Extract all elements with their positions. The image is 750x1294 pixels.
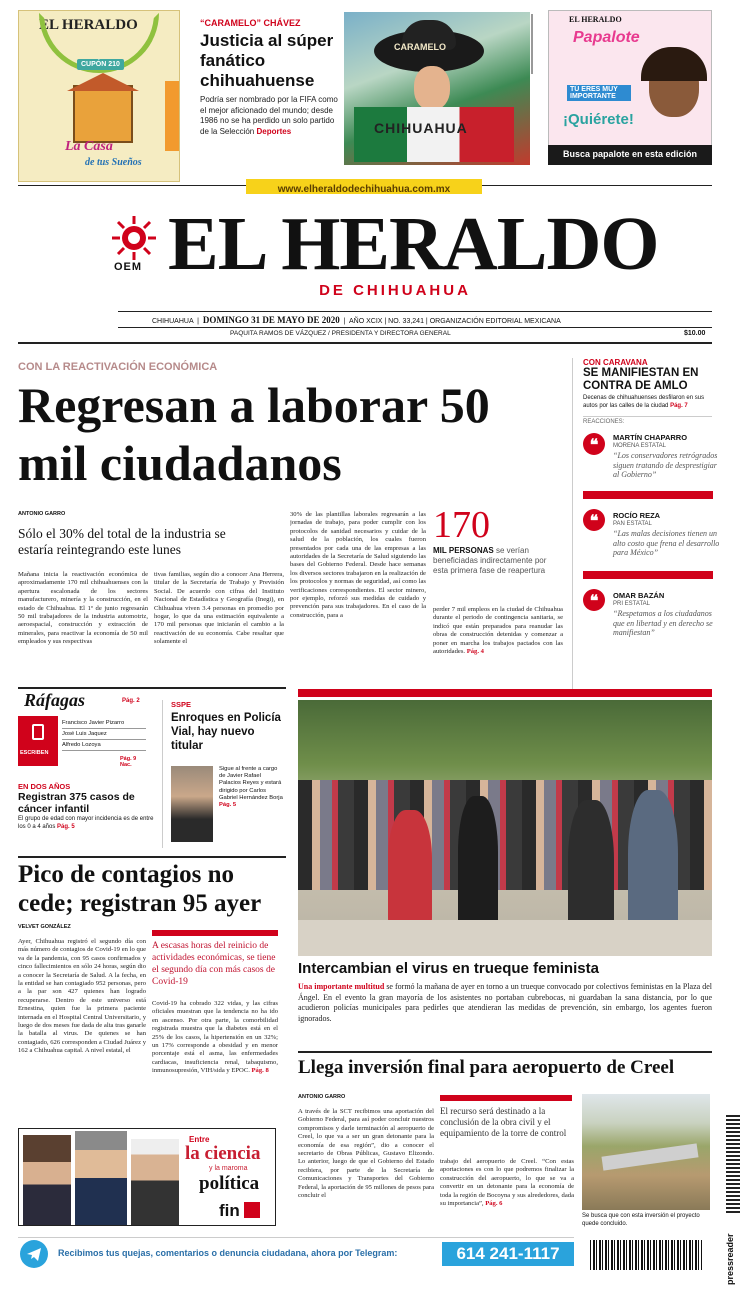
top-promo-strip — [0, 0, 750, 180]
reaction-quote: “Respetamos a los ciudadanos que en libertad y en derecho se manifiestan” — [613, 609, 713, 637]
cancer-headline: Registran 375 casos de cáncer infantil — [18, 791, 135, 815]
coupon-promo[interactable] — [18, 10, 180, 182]
main-col-3: 30% de las plantillas laborales regresarán a las jornadas de trabajo, para poder cumplir con los protocolos de sanidad necesarios y cuidar de la salud de la población, los cuales fueron presentados por cada una de las empresas a las autoridades de la Secretaría de Salud siguiendo las bases del Gobierno Federal. Desde hace semanas los diversos sectores trabajaron en la realización de los protocolos y normas de seguridad, así como las verificaciones correspondientes. El sector minero, por ejemplo, reforzó sus medidas de cuidado y prevención para sus trabajadores. En el caso de la construcción, para a — [290, 511, 426, 619]
column-ad[interactable] — [18, 1128, 276, 1226]
creel-quote-wrap — [440, 1106, 574, 1139]
reaction-name: MARTÍN CHAPARRO — [613, 433, 688, 442]
creel-ref: Pág. 6 — [485, 1200, 503, 1208]
masthead-rule-2 — [118, 327, 712, 328]
quote-icon: ❝ — [583, 589, 605, 611]
papalote-caption: Busca papalote en esta edición — [548, 145, 712, 165]
rafagas-ref-2: Pág. 9 Nac. — [120, 756, 137, 768]
dress-figure — [388, 810, 432, 930]
reaction-card — [583, 583, 712, 653]
ssp-text-wrap — [219, 766, 283, 809]
dateline: CHIHUAHUA | DOMINGO 31 DE MAYO DE 2020 | AÑO XCIX | NO. 33,241 | ORGANIZACIÓN EDITORIAL MEXICANA — [152, 315, 561, 325]
main-kicker: CON LA REACTIVACIÓN ECONÓMICA — [18, 361, 218, 373]
reaction-quote: “Las malas decisiones tienen un alto costo que frena el desarrollo para México” — [613, 529, 720, 557]
person-photo — [131, 1139, 179, 1225]
cancer-text-wrap — [18, 816, 158, 831]
quote-bar — [152, 930, 278, 936]
ad-line-4: política — [199, 1173, 260, 1194]
reaction-party: PAN ESTATAL — [613, 521, 652, 527]
section-rule — [298, 1051, 712, 1053]
side-barcode-strip — [726, 1115, 740, 1215]
papalote-promo[interactable] — [548, 10, 712, 165]
main-col-4: perder 7 mil empleos en la ciudad de Chihuahua durante el periodo de contingencia sanitaria, se indicó que están preparados para reanudar las obras de construcción detenidas y comenzar a poner en marcha los trabajos pactados con las autoridades. — [433, 606, 563, 656]
dateline-city: CHIHUAHUA — [152, 318, 194, 325]
ad-brand — [219, 1201, 260, 1221]
amlo-text-wrap — [583, 395, 712, 410]
quote-icon: ❝ — [583, 509, 605, 531]
covid-quote: A escasas horas del reinicio de actividades económicas, se tiene el segundo día con más casos de Covid-19 — [152, 941, 276, 987]
house-roof — [67, 73, 139, 91]
stat-label: MIL PERSONAS — [433, 546, 494, 555]
reaction-name: ROCÍO REZA — [613, 511, 661, 520]
papalote-title: Papalote — [573, 29, 640, 46]
reaction-divider — [583, 571, 713, 579]
reaction-divider — [583, 491, 713, 499]
telegram-phone[interactable]: 614 241-1117 — [442, 1242, 574, 1266]
reaction-name: OMAR BAZÁN — [613, 591, 665, 600]
papalote-band: TÚ ERES MUY IMPORTANTE — [567, 85, 631, 101]
figure — [458, 796, 498, 936]
ad-brand-text: fin — [219, 1201, 240, 1220]
book-title-1: La Casa — [65, 139, 113, 154]
person-photo — [75, 1131, 127, 1225]
main-col-4-wrap — [433, 606, 563, 680]
creel-col-1: A través de la SCT recibimos una aportación del Gobierno Federal, para así poder concluir nuestros compromisos y darle terminación al aeropuerto de Creel, lo que va a ser un gran detonante para la economía de esa región”, dio a conocer el secretario de Obras Públicas, Gustavo Elizondo. Lo anterior, luego de que el Gobierno del Estado recibiera, por parte de la Secretaría de Comunicaciones y Transportes del Gobierno Federal, la aportación de 95 millones de pesos para concluir el — [298, 1108, 434, 1200]
main-col-4-ref: Pág. 4 — [466, 648, 484, 656]
telegram-text: Recibimos tus quejas, comentarios o denuncia ciudadana, ahora por Telegram: — [58, 1248, 398, 1258]
coupon-badge: CUPÓN 210 — [77, 59, 124, 70]
rafagas-names — [62, 718, 146, 751]
dateline-date: DOMINGO 31 DE MAYO DE 2020 — [202, 315, 340, 325]
ssp-headline: Enroques en Policía Vial, hay nuevo titular — [171, 712, 281, 752]
fan-photo — [344, 12, 530, 165]
main-col-2: tivas familias, según dio a conocer Ana Herrera, titular de la Secretaría de Trabajo y Previsión Social. De acuerdo con cifras del Instituto Nacional de Estadística y Geografía (Inegi), en Chihuahua viven 3.4 personas en promedio por hogar, lo que da una estimación equivalente a 170 mil personas que iniciarán el cambio a la reactivación de su economía. Cabe resaltar que solamente el — [154, 571, 284, 646]
reactions-label: REACCIONES: — [583, 416, 712, 425]
fan-face — [414, 66, 450, 110]
dateline-number: NO. 33,241 — [388, 318, 424, 325]
sun-icon — [110, 214, 158, 262]
dateline-org: ORGANIZACIÓN EDITORIAL MEXICANA — [429, 318, 561, 325]
covid-col-1: Ayer, Chihuahua registró el segundo día con más número de contagios de Covid-19 en lo que va de la pandemia, con 95 casos confirmados y cinco fallecimientos en sólo 24 horas, según dio a conocer la Secretaría de Salud. A la fecha, en la entidad se han contagiado 952 personas, pero a la par son 427 quienes han logrado recuperarse. Dentro de este universo está Ernestina, quien fue la primera paciente internada en el Hospital Central Universitario, y luego de dos meses fue dada de alta tras ganarle la batalla al virus. De quienes se han contagiado, 626 corresponden a Ciudad Juárez y 162 a Chihuahua capital. A nivel estatal, el — [18, 938, 146, 1055]
sombrero-text: CARAMELO — [394, 42, 446, 52]
oem-label: OEM — [114, 261, 143, 273]
amlo-ref: Pág. 7 — [670, 402, 688, 409]
cancer-text: El grupo de edad con mayor incidencia es de entre los 0 a 4 años — [18, 816, 154, 830]
girl-hair — [641, 47, 707, 81]
quote-icon: ❝ — [583, 433, 605, 455]
rafagas-title: Ráfagas — [24, 690, 86, 710]
rafagas-box[interactable] — [18, 690, 148, 772]
oem-logo[interactable] — [110, 214, 158, 274]
ssp-text: Sigue al frente a cargo de Javier Rafael Palacios Reyes y estará dirigido por Carlos Gabriel Hernández Borja — [219, 766, 283, 801]
teaser-kicker: “CARAMELO” CHÁVEZ — [200, 18, 301, 28]
papalote-logo: EL HERALDO — [569, 15, 622, 24]
teaser-section: Deportes — [256, 126, 292, 136]
teaser-body: Podría ser nombrado por la FIFA como el mejor aficionado del mundo; desde 1986 no se ha perdido un solo partido de la Selección — [200, 95, 338, 136]
website-bar[interactable] — [246, 179, 482, 194]
ssp-story[interactable] — [162, 700, 284, 848]
section-rule — [18, 856, 286, 858]
feminist-headline[interactable]: Intercambian el virus en trueque feminista — [298, 960, 599, 977]
rafagas-logo-text: ESCRIBEN — [20, 750, 49, 756]
main-col-1: Mañana inicia la reactivación económica de aproximadamente 170 mil chihuahuenses con la apertura escalonada de los sectores manufacturero, minería y la construcción, en el estado de Chihuahua. El 1º de junio regresarán 50 mil trabajadores de la industria automotriz, aeroespacial, construcción y extracción de minerales, para reactivar la economía de 50 mil empleados y sus respectivas — [18, 571, 148, 646]
teaser-headline: Justicia al súper fanático chihuahuense — [200, 31, 334, 90]
book-title-2: de tus Sueños — [85, 157, 142, 168]
airport-photo[interactable] — [582, 1094, 710, 1210]
rafagas-ref: Pág. 2 — [122, 698, 140, 704]
covid-headline[interactable]: Pico de contagios no cede; registran 95 ayer — [18, 861, 262, 917]
ad-line-3: y la maroma — [209, 1165, 248, 1172]
creel-col-2-wrap — [440, 1158, 574, 1234]
ground — [298, 920, 712, 956]
masthead-rule-3 — [18, 342, 712, 344]
writer-name: José Luis Jaquez — [62, 729, 146, 740]
creel-quote: El recurso será destinado a la conclusión de la obra civil y el equipamiento de la torre de control — [440, 1106, 567, 1138]
ssp-ref: Pág. 5 — [219, 802, 237, 809]
creel-col-2: trabajo del aeropuerto de Creel. “Con estas aportaciones es con lo que podremos finalizar la construcción del aeropuerto, lo que se va a convertir en un detonante para la economía de toda la región de Bocoyna y sus alrededores, dada su importancia”, — [440, 1158, 574, 1208]
covid-col-2: Covid-19 ha cobrado 322 vidas, y las cifras oficiales muestran que la tendencia no ha ido en ascenso. Por otra parte, la comorbilidad registrada muestra que la diabetes está en el 25% de los casos, la hipertensión en un 32%; un 17% corresponde a obesidad y en menor porcentaje está el asma, las enfermedades cardiacas, insuficiencia renal, tabaquismo, inmunosupresión, VIH/sida y EPOC. — [152, 1000, 278, 1075]
telegram-bar[interactable] — [18, 1237, 574, 1269]
stat-wrap — [433, 546, 559, 576]
ad-line-2: la ciencia — [185, 1143, 261, 1164]
section-rule — [18, 687, 286, 689]
reaction-party: PRI ESTATAL — [613, 601, 651, 607]
price: $10.00 — [684, 330, 706, 337]
rafagas-logo — [18, 716, 58, 766]
amlo-sidebar[interactable] — [572, 358, 720, 690]
cancer-story[interactable] — [18, 782, 158, 831]
reaction-party: MORENA ESTATAL — [613, 443, 667, 449]
barcode — [590, 1240, 702, 1270]
amlo-headline: SE MANIFIESTAN EN CONTRA DE AMLO — [583, 367, 699, 392]
amlo-kicker: CON CARAVANA — [583, 358, 648, 367]
side-tab — [165, 81, 179, 151]
reaction-quote: “Los conservadores retrógrados siguen tratando de desprestigiar al Gobierno” — [613, 451, 718, 479]
director-line: PAQUITA RAMOS DE VÁZQUEZ / PRESIDENTA Y DIRECTORA GENERAL — [230, 330, 451, 337]
paper-plane-icon — [20, 1240, 48, 1268]
ssp-kicker: SSPE — [171, 700, 192, 709]
papalote-slogan: ¡Quiérete! — [563, 111, 634, 128]
stat-text: se verían beneficiadas indirectamente por esta primera fase de reapertura — [433, 546, 547, 575]
runway — [601, 1143, 698, 1170]
person-photo — [23, 1135, 71, 1225]
covid-byline: VELVET GONZÁLEZ — [18, 924, 71, 930]
main-byline: ANTONIO GARRO — [18, 511, 66, 517]
pen-icon — [32, 724, 44, 740]
masthead-rule-1 — [118, 311, 712, 312]
promo-logo: EL HERALDO — [39, 17, 138, 33]
main-deck: Sólo el 30% del total de la industria se estaría reintegrando este lunes — [18, 526, 226, 557]
quote-bar — [440, 1095, 572, 1101]
cancer-ref: Pág. 5 — [57, 823, 75, 830]
crowd-photo[interactable] — [298, 700, 712, 956]
teaser-body-wrap — [200, 95, 342, 137]
amlo-text: Decenas de chihuahuenses desfilaron en sus autos por las calles de la ciudad — [583, 395, 705, 409]
photo-credit-line — [531, 14, 533, 74]
teaser-story[interactable] — [200, 18, 342, 137]
cancer-kicker: EN DOS AÑOS — [18, 782, 71, 791]
reaction-card — [583, 503, 720, 583]
creel-byline: ANTONIO GARRO — [298, 1094, 346, 1100]
house-illustration — [73, 85, 133, 143]
paper-subtitle: DE CHIHUAHUA — [319, 282, 471, 299]
dateline-year: AÑO XCIX — [348, 318, 383, 325]
writer-name: Francisco Javier Pizarro — [62, 718, 146, 729]
pressreader-logo: pressreader — [725, 1233, 735, 1285]
feminist-lead: Una importante multitud — [298, 982, 385, 991]
officer-photo — [171, 766, 213, 842]
photo-top-bar — [298, 689, 712, 697]
flag-text: CHIHUAHUA — [374, 120, 468, 136]
website-url: www.elheraldodechihuahua.com.mx — [277, 184, 451, 195]
masthead — [0, 196, 750, 346]
feminist-body: se formó la mañana de ayer en torno a un trueque convocado por colectivos feministas en la Plaza del Ángel. En el evento la gran mayoría de los asistentes no portaban cubrebocas, ni guardaban la sana distancia, por lo que acudieron policías municipales para pedirles que atendieran las medidas de prevención, sin embargo, los agentes fueron ignorados. — [298, 982, 712, 1023]
feminist-text — [298, 982, 712, 1024]
covid-ref: Pág. 8 — [251, 1067, 269, 1075]
writer-name: Alfredo Lozoya — [62, 740, 146, 751]
paper-title[interactable]: EL HERALDO — [168, 202, 659, 286]
brand-icon — [244, 1202, 260, 1218]
covid-col-2-wrap — [152, 1000, 278, 1118]
airport-caption: Se busca que con esta inversión el proyecto quede concluido. — [582, 1213, 700, 1227]
telegram-icon — [20, 1240, 48, 1268]
stat-value: 170 — [433, 504, 490, 546]
creel-headline[interactable]: Llega inversión final para aeropuerto de Creel — [298, 1057, 675, 1078]
main-headline[interactable]: Regresan a laborar 50 mil ciudadanos — [18, 377, 490, 491]
reaction-card — [583, 429, 718, 503]
ad-line-1: Entre — [189, 1135, 210, 1144]
